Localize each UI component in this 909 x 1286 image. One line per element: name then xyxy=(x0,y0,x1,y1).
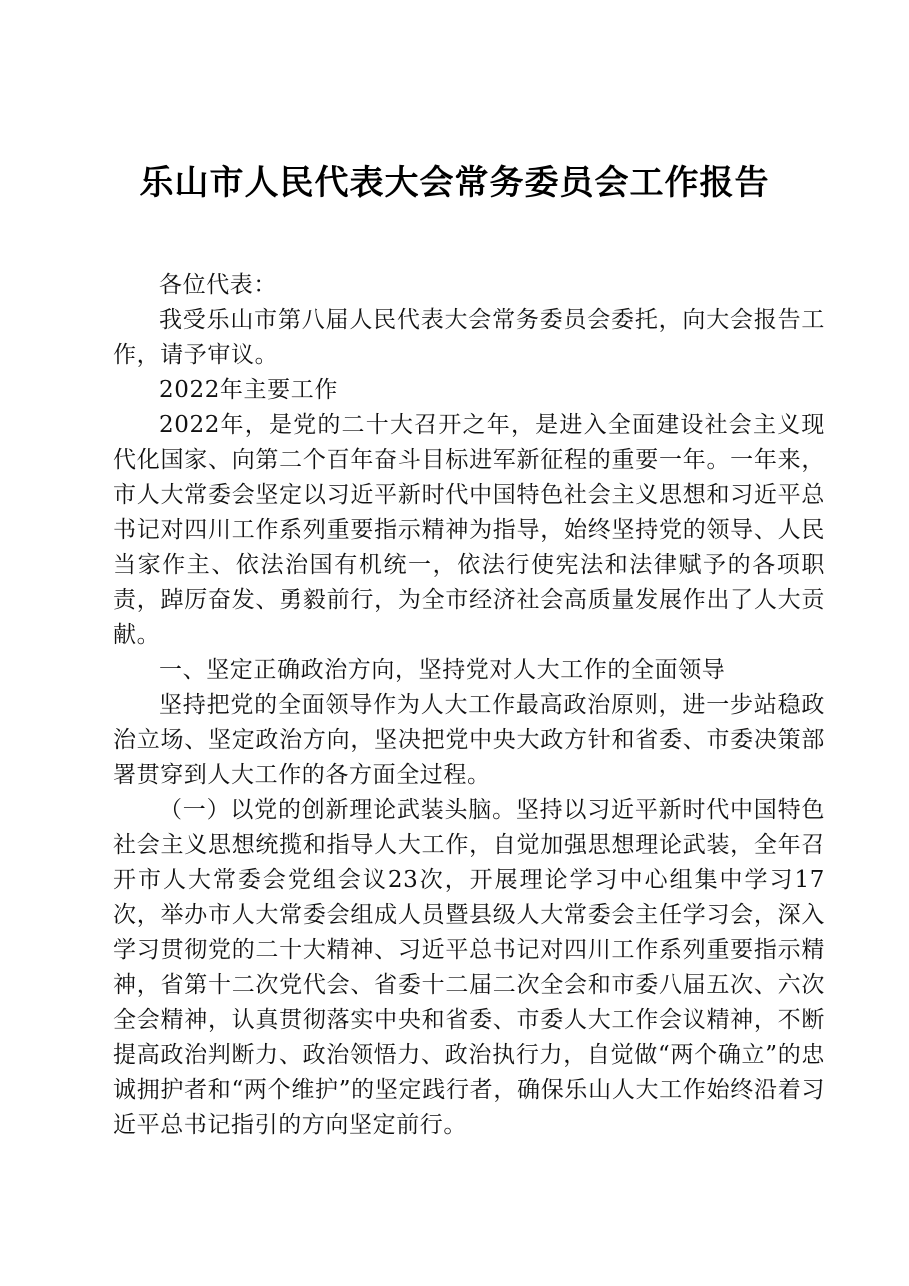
body-paragraph: （一）以党的创新理论武装头脑。坚持以习近平新时代中国特色社会主义思想统揽和指导人大工作，自觉加强思想理论武装，全年召开市人大常委会党组会议23次，开展理论学习中心组集中学习17次，举办市人大常委会组成人员暨县级人大常委会主任学习会，深入学习贯彻党的二十大精神、习近平总书记对四川工作系列重要指示精神，省第十二次党代会、省委十二届二次全会和市委八届五次、六次全会精神，认真贯彻落实中央和省委、市委人大工作会议精神，不断提高政治判断力、政治领悟力、政治执行力，自觉做“两个确立”的忠诚拥护者和“两个维护”的坚定践行者，确保乐山人大工作始终沿着习近平总书记指引的方向坚定前行。 xyxy=(113,797,825,1138)
subsection-heading: 一、坚定正确政治方向，坚持党对人大工作的全面领导 xyxy=(159,657,726,683)
section-heading: 2022年主要工作 xyxy=(159,377,338,403)
body-paragraph: 坚持把党的全面领导作为人大工作最高政治原则，进一步站稳政治立场、坚定政治方向，坚决把党中央大政方针和省委、市委决策部署贯穿到人大工作的各方面全过程。 xyxy=(113,692,825,788)
document-title: 乐山市人民代表大会常务委员会工作报告 xyxy=(139,163,770,203)
document-body xyxy=(113,268,825,1143)
salutation-paragraph: 各位代表： xyxy=(159,272,277,298)
body-paragraph: 2022年，是党的二十大召开之年，是进入全面建设社会主义现代化国家、向第二个百年奋斗目标进军新征程的重要一年。一年来，市人大常委会坚定以习近平新时代中国特色社会主义思想和习近平总书记对四川工作系列重要指示精神为指导，始终坚持党的领导、人民当家作主、依法治国有机统一，依法行使宪法和法律赋予的各项职责，踔厉奋发、勇毅前行，为全市经济社会高质量发展作出了人大贡献。 xyxy=(113,412,825,648)
intro-paragraph: 我受乐山市第八届人民代表大会常务委员会委托，向大会报告工作，请予审议。 xyxy=(113,307,825,368)
